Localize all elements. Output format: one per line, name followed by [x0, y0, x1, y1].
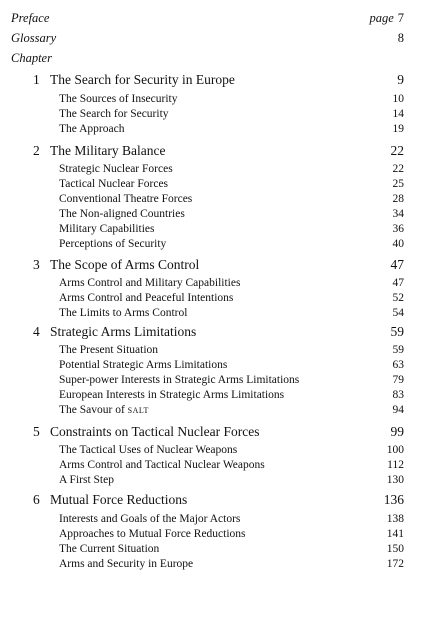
section-page: 34 — [392, 208, 404, 220]
section-title: Arms and Security in Europe — [59, 558, 194, 570]
chapter-title: The Military Balance — [50, 143, 166, 158]
chapter-number: 5 — [33, 424, 40, 439]
section-page: 47 — [392, 277, 404, 289]
section-title: Super-power Interests in Strategic Arms Limitations — [59, 374, 300, 386]
section-title: The Sources of Insecurity — [59, 93, 178, 105]
section-title: Military Capabilities — [59, 223, 155, 235]
section-page: 172 — [386, 558, 404, 570]
page-prefix: page — [369, 11, 394, 25]
chapter-page: 136 — [383, 492, 404, 507]
toc-preface-page — [369, 11, 404, 26]
section-page: 36 — [392, 223, 404, 235]
toc-glossary-label: Glossary — [11, 31, 57, 45]
section-title: Potential Strategic Arms Limitations — [59, 359, 228, 371]
section-page: 83 — [392, 389, 404, 401]
section-title: Conventional Theatre Forces — [59, 193, 193, 205]
section-page: 63 — [392, 359, 404, 371]
section-page: 141 — [386, 528, 404, 540]
chapter-page: 59 — [390, 324, 404, 339]
section-title: The Present Situation — [59, 344, 159, 356]
section-title: Interests and Goals of the Major Actors — [59, 513, 241, 525]
chapter-number: 6 — [33, 492, 40, 507]
chapter-page: 47 — [390, 257, 404, 272]
section-title: Tactical Nuclear Forces — [59, 178, 169, 190]
section-page: 22 — [392, 163, 404, 175]
toc-glossary-page: 8 — [397, 31, 404, 45]
chapter-page: 22 — [390, 143, 404, 158]
section-page: 59 — [392, 344, 404, 356]
section-title-savour — [59, 403, 149, 417]
section-title: European Interests in Strategic Arms Limitations — [59, 389, 285, 401]
chapter-title: Mutual Force Reductions — [50, 492, 188, 507]
section-page: 54 — [392, 307, 404, 319]
section-page: 10 — [392, 93, 404, 105]
section-title: The Tactical Uses of Nuclear Weapons — [59, 444, 238, 456]
section-page: 94 — [392, 404, 404, 416]
chapter-page: 9 — [397, 72, 404, 87]
chapter-number: 2 — [33, 143, 40, 158]
section-title: Perceptions of Security — [59, 238, 167, 250]
section-page: 79 — [392, 374, 404, 386]
chapter-number: 4 — [33, 324, 40, 339]
section-page: 112 — [387, 459, 404, 471]
section-title: The Limits to Arms Control — [59, 307, 188, 319]
section-title: The Non-aligned Countries — [59, 208, 185, 220]
chapter-title: The Search for Security in Europe — [50, 72, 235, 87]
section-page: 19 — [392, 123, 404, 135]
section-title: The Search for Security — [59, 108, 169, 120]
chapter-title: The Scope of Arms Control — [50, 257, 200, 272]
section-title-text: The Savour of — [59, 404, 125, 416]
section-title: Strategic Nuclear Forces — [59, 163, 173, 175]
section-page: 52 — [392, 292, 404, 304]
toc-preface-label: Preface — [11, 11, 50, 25]
section-page: 130 — [386, 474, 404, 486]
chapter-number: 3 — [33, 257, 40, 272]
chapter-page: 99 — [390, 424, 404, 439]
toc-chapter-heading: Chapter — [11, 51, 52, 65]
chapter-title: Constraints on Tactical Nuclear Forces — [50, 424, 260, 439]
chapter-number: 1 — [33, 72, 40, 87]
preface-page-number: 7 — [397, 11, 404, 25]
toc-chapter-6 — [0, 492, 426, 632]
chapter-title: Strategic Arms Limitations — [50, 324, 197, 339]
section-page: 25 — [392, 178, 404, 190]
section-page: 28 — [392, 193, 404, 205]
section-title: Arms Control and Tactical Nuclear Weapons — [59, 459, 265, 471]
section-title: The Current Situation — [59, 543, 160, 555]
section-page: 100 — [386, 444, 404, 456]
section-page: 40 — [392, 238, 404, 250]
section-page: 14 — [392, 108, 404, 120]
section-title: The Approach — [59, 123, 125, 135]
section-title: Arms Control and Peaceful Intentions — [59, 292, 234, 304]
section-title: Approaches to Mutual Force Reductions — [59, 528, 246, 540]
section-title-smallcaps: salt — [127, 404, 149, 416]
section-page: 138 — [386, 513, 404, 525]
section-title: Arms Control and Military Capabilities — [59, 277, 241, 289]
section-title: A First Step — [59, 474, 114, 486]
section-page: 150 — [386, 543, 404, 555]
